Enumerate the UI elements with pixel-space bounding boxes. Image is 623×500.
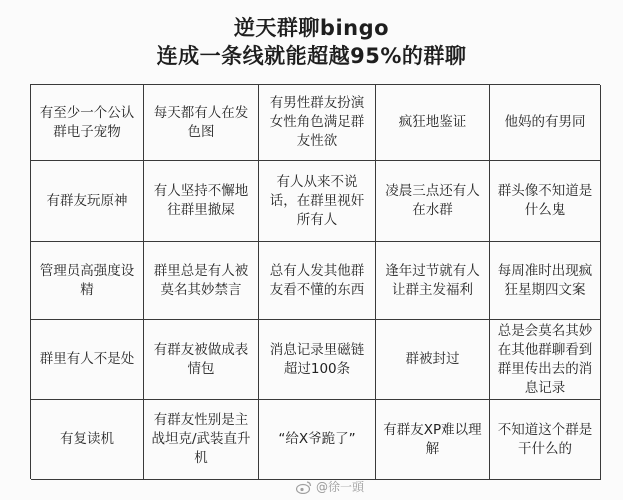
bingo-cell-r2-c3: 有人从来不说话，在群里视奸所有人 xyxy=(259,161,376,242)
bingo-cell-r2-c2: 有人坚持不懈地往群里撤屎 xyxy=(144,161,259,242)
bingo-cell-r4-c2: 有群友被做成表情包 xyxy=(144,320,259,400)
title-subtitle: 连成一条线就能超越95%的群聊 xyxy=(156,44,467,68)
bingo-cell-r3-c5: 每周准时出现疯狂星期四文案 xyxy=(490,242,601,320)
bingo-cell-r5-c4: 有群友XP难以理解 xyxy=(376,400,490,480)
bingo-cell-r5-c2: 有群友性别是主战坦克/武装直升机 xyxy=(144,400,259,480)
bingo-cell-r1-c2: 每天都有人在发色图 xyxy=(144,85,259,161)
bingo-grid xyxy=(30,84,600,479)
bingo-cell-r2-c1: 有群友玩原神 xyxy=(31,161,144,242)
bingo-cell-r4-c1: 群里有人不是处 xyxy=(31,320,144,400)
bingo-cell-r4-c3: 消息记录里磁链超过100条 xyxy=(259,320,376,400)
bingo-cell-r5-c3: “给X爷跪了” xyxy=(259,400,376,480)
bingo-cell-r4-c5: 总是会莫名其妙在其他群聊看到群里传出去的消息记录 xyxy=(490,320,601,400)
title-block xyxy=(0,14,623,70)
bingo-cell-r1-c1: 有至少一个公认群电子宠物 xyxy=(31,85,144,161)
bingo-cell-r1-c4: 疯狂地鉴证 xyxy=(376,85,490,161)
bingo-cell-r1-c5: 他妈的有男同 xyxy=(490,85,601,161)
bingo-cell-r4-c4: 群被封过 xyxy=(376,320,490,400)
bingo-cell-r3-c2: 群里总是有人被莫名其妙禁言 xyxy=(144,242,259,320)
bingo-cell-r3-c3: 总有人发其他群友看不懂的东西 xyxy=(259,242,376,320)
bingo-cell-r2-c4: 凌晨三点还有人在水群 xyxy=(376,161,490,242)
bingo-cell-r1-c3: 有男性群友扮演女性角色满足群友性欲 xyxy=(259,85,376,161)
watermark xyxy=(296,478,364,495)
weibo-logo-icon xyxy=(296,480,312,494)
bingo-cell-r3-c4: 逢年过节就有人让群主发福利 xyxy=(376,242,490,320)
title-main: 逆天群聊bingo xyxy=(233,16,390,40)
watermark-text: @徐一頭 xyxy=(316,480,365,494)
bingo-cell-r3-c1: 管理员高强度设精 xyxy=(31,242,144,320)
bingo-cell-r2-c5: 群头像不知道是什么鬼 xyxy=(490,161,601,242)
bingo-cell-r5-c5: 不知道这个群是干什么的 xyxy=(490,400,601,480)
bingo-cell-r5-c1: 有复读机 xyxy=(31,400,144,480)
